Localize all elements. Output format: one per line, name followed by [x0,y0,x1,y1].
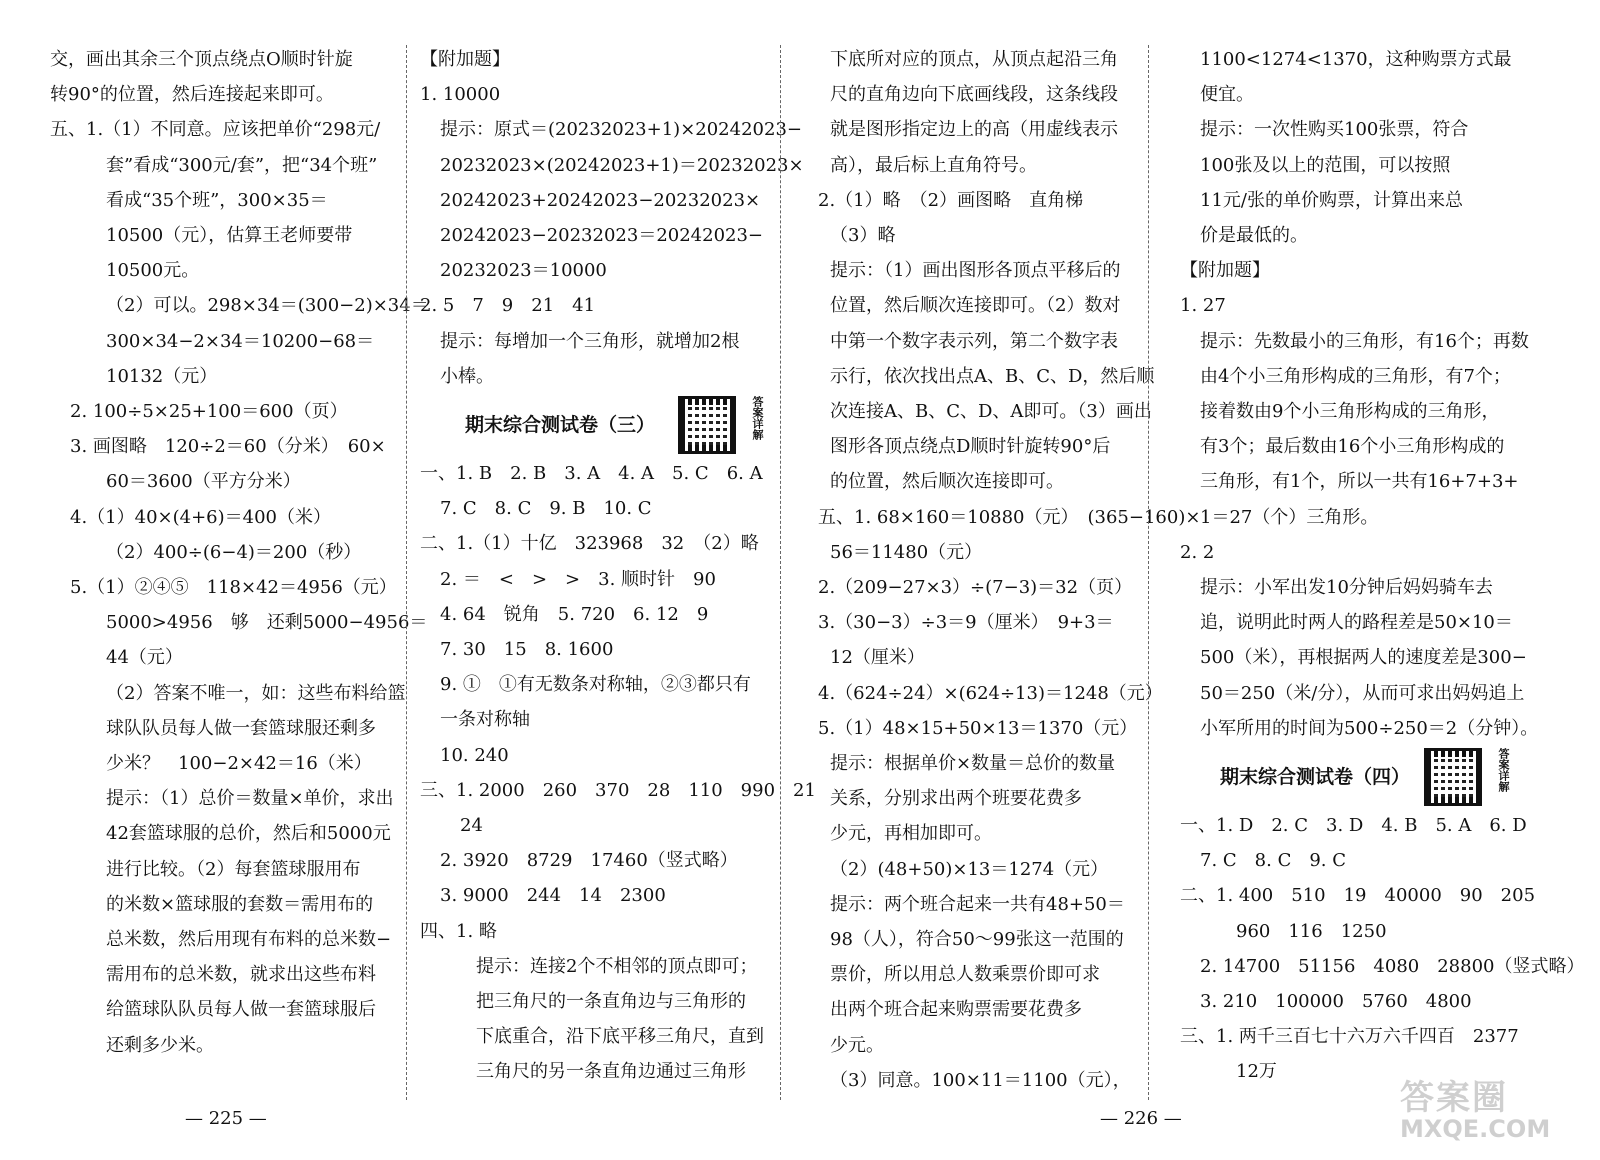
text-line: 提示：（1）画出图形各顶点平移后的 [830,260,1121,282]
text-line: 一、1. D 2. C 3. D 4. B 5. A 6. D [1180,815,1527,837]
text-line: 一、1. B 2. B 3. A 4. A 5. C 6. A [420,463,763,485]
text-line: 出两个班合起来购票需要花费多 [830,999,1082,1021]
text-line: 次连接A、B、C、D、A即可。（3）画出 [830,401,1152,423]
text-line: 960 116 1250 [1236,920,1387,942]
text-line: （2）答案不唯一，如：这些布料给篮 [106,682,406,704]
text-line: 60＝3600（平方分米） [106,471,301,493]
text-line: 便宜。 [1200,84,1254,106]
text-line: 价是最低的。 [1200,225,1308,247]
text-line: 3.（30−3）÷3＝9（厘米） 9+3＝ [818,612,1114,634]
text-line: 20242023+20242023−20232023× [440,189,761,211]
text-line: 给篮球队队员每人做一套篮球服后 [106,999,376,1021]
text-line: 24 [460,815,483,837]
text-line: 三角尺的另一条直角边通过三角形 [476,1061,746,1083]
text-line: 由4个小三角形构成的三角形，有7个； [1200,365,1511,387]
text-line: 小棒。 [440,365,494,387]
text-line: 追，说明此时两人的路程差是50×10＝ [1200,612,1513,634]
text-line: 进行比较。（2）每套篮球服用布 [106,858,361,880]
text-line: 三、1. 2000 260 370 28 110 990 21 [420,779,816,801]
column-4 [1180,42,1585,1090]
qr-caption: 答案详解 [1497,748,1510,793]
text-line: 5.（1）②④⑤ 118×42＝4956（元） [70,577,397,599]
text-line: 示行，依次找出点A、B、C、D，然后顺 [830,365,1155,387]
text-line: 10500（元），估算王老师要带 [106,225,353,247]
text-line: 提示：一次性购买100张票，符合 [1200,119,1469,141]
text-line: 球队队员每人做一套篮球服还剩多 [106,717,376,739]
text-line: 12（厘米） [830,647,925,669]
qr-code-icon [1424,748,1482,806]
text-line: 套”看成“300元/套”，把“34个班” [106,154,378,176]
text-line: 有3个；最后数由16个小三角形构成的 [1200,436,1505,458]
text-line: 三角形，有1个，所以一共有16+7+3+ [1200,471,1519,493]
text-line: 9. ① ①有无数条对称轴，②③都只有 [440,674,751,696]
text-line: 2. 5 7 9 21 41 [420,295,596,317]
text-line: 10500元。 [106,260,200,282]
text-line: 2.（209−27×3）÷(7−3)＝32（页） [818,577,1133,599]
text-line: 提示：先数最小的三角形，有16个；再数 [1200,330,1529,352]
text-line: 提示：小军出发10分钟后妈妈骑车去 [1200,577,1493,599]
text-line: 高），最后标上直角符号。 [830,154,1037,176]
text-line: 300×34−2×34＝10200−68＝ [106,330,375,352]
watermark-logo: 答案圈 MXQE.COM [1400,1078,1551,1143]
text-line: 1. 10000 [420,84,501,106]
text-line: 还剩多少米。 [106,1034,214,1056]
text-line: 二、1. 400 510 19 40000 90 205 [1180,885,1536,907]
text-line: 7. 30 15 8. 1600 [440,639,614,661]
qr-caption: 答案详解 [751,396,764,441]
text-line: 关系，分别求出两个班要花费多 [830,788,1082,810]
text-line: （2）400÷(6−4)＝200（秒） [106,541,362,563]
text-line: 提示：每增加一个三角形，就增加2根 [440,330,740,352]
text-line: 提示：两个班合起来一共有48+50＝ [830,893,1125,915]
text-line: 提示：（1）总价＝数量×单价，求出 [106,788,394,810]
text-line: 1. 27 [1180,295,1226,317]
text-line: 4. 64 锐角 5. 720 6. 12 9 [440,603,709,625]
text-line: 少米？ 100−2×42＝16（米） [106,753,372,775]
divider [1148,45,1149,1100]
text-line: 1100<1274<1370，这种购票方式最 [1200,49,1512,70]
text-line: 50＝250（米/分），从而可求出妈妈追上 [1200,682,1525,704]
text-line: 5000>4956 够 还剩5000−4956＝ [106,612,428,634]
divider [406,45,407,1100]
text-line: 4.（624÷24）×(624÷13)＝1248（元） [818,682,1163,704]
text-line: 五、1. 68×160＝10880（元） (365−160)× [818,506,1201,528]
text-line: 五、1.（1）不同意。应该把单价“298元/ [50,119,381,141]
text-line: 11元/张的单价购票，计算出来总 [1200,189,1463,211]
text-line: 票价，所以用总人数乘票价即可求 [830,964,1100,986]
text-line: 2. ＝ < > > 3. 顺时针 90 [440,568,716,590]
text-line: 提示：原式＝(20232023+1)×20242023− [440,119,802,141]
section-title-4: 期末综合测试卷（四） 答案详解 [1180,746,1540,808]
text-line: 2.（1）略 （2）画图略 直角梯 [818,189,1084,211]
text-line: 5.（1）48×15+50×13＝1370（元） [818,717,1138,739]
text-line: 四、1. 略 [420,920,497,942]
text-line: 一条对称轴 [440,709,530,731]
text-line: 7. C 8. C 9. C [1200,850,1347,872]
text-line: 少元。 [830,1034,884,1056]
text-line: 下底所对应的顶点，从顶点起沿三角 [830,49,1118,70]
text-line: 小军所用的时间为500÷250＝2（分钟）。 [1200,717,1539,739]
text-line: 2. 3920 8729 17460（竖式略） [440,850,738,872]
text-line: 接着数由9个小三角形构成的三角形， [1200,401,1500,423]
text-line: 10132（元） [106,365,218,387]
text-line: 3. 9000 244 14 2300 [440,885,666,907]
text-line: 100张及以上的范围，可以按照 [1200,154,1451,176]
text-line: 看成“35个班”，300×35＝ [106,189,328,211]
text-line: 【附加题】 [1180,260,1270,282]
text-line: 20232023＝10000 [440,260,607,282]
text-line: 二、1.（1）十亿 323968 32 （2）略 [420,533,759,555]
page-gutter [780,45,781,1100]
text-line: 中第一个数字表示列，第二个数字表 [830,330,1118,352]
text-line: 提示：根据单价×数量＝总价的数量 [830,753,1116,775]
text-line: 2. 2 [1180,541,1215,563]
text-line: 的米数×篮球服的套数＝需用布的 [106,893,374,915]
text-line: （2）(48+50)×13＝1274（元） [830,858,1109,880]
column-1 [50,42,429,1063]
text-line: 42套篮球服的总价，然后和5000元 [106,823,391,845]
qr-code-icon [678,396,736,454]
text-line: 少元，再相加即可。 [830,823,992,845]
text-line: 【附加题】 [420,49,510,70]
text-line: 2. 14700 51156 4080 28800（竖式略） [1200,955,1585,977]
text-line: 2. 100÷5×25+100＝600（页） [70,401,348,423]
text-line: 尺的直角边向下底画线段，这条线段 [830,84,1118,106]
text-line: 7. C 8. C 9. B 10. C [440,498,652,520]
text-line: 交，画出其余三个顶点绕点O顺时针旋 [50,49,353,70]
text-line: 提示：连接2个不相邻的顶点即可； [476,955,758,977]
text-line: 44（元） [106,647,183,669]
text-line: 4.（1）40×(4+6)＝400（米） [70,506,331,528]
text-line: 3. 210 100000 5760 4800 [1200,991,1472,1013]
text-line: 1＝27（个）三角形。 [1200,506,1379,528]
text-line: 图形各顶点绕点D顺时针旋转90°后 [830,436,1111,458]
text-line: （3）略 [830,225,896,247]
page-number-left: — 225 — [185,1108,267,1129]
text-line: 98（人），符合50～99张这一范围的 [830,929,1124,951]
text-line: 12万 [1236,1061,1277,1083]
column-2 [420,42,816,1090]
text-line: 三、1. 两千三百七十六万六千四百 2377 [1180,1026,1519,1048]
text-line: 转90°的位置，然后连接起来即可。 [50,84,334,106]
text-line: 需用布的总米数，就求出这些布料 [106,964,376,986]
section-title-3: 期末综合测试卷（三） 答案详解 [420,394,790,456]
text-line: 20242023−20232023＝20242023− [440,225,764,247]
text-line: 下底重合，沿下底平移三角尺，直到 [476,1026,764,1048]
text-line: 的位置，然后顺次连接即可。 [830,471,1064,493]
text-line: 500（米），再根据两人的速度差是300− [1200,647,1527,669]
text-line: 总米数，然后用现有布料的总米数− [106,929,392,951]
text-line: 20232023×(20242023+1)＝20232023× [440,154,804,176]
text-line: 10. 240 [440,744,509,766]
text-line: 位置，然后顺次连接即可。（2）数对 [830,295,1121,317]
text-line: 3. 画图略 120÷2＝60（分米） 60× [70,436,386,458]
text-line: 把三角尺的一条直角边与三角形的 [476,991,746,1013]
text-line: （3）同意。100×11＝1100（元）， [830,1069,1131,1091]
text-line: 就是图形指定边上的高（用虚线表示 [830,119,1118,141]
page-number-right: — 226 — [1100,1108,1182,1129]
column-3 [818,42,1201,1098]
text-line: 56＝11480（元） [830,541,983,563]
text-line: （2）可以。298×34＝(300−2)×34＝ [106,295,429,317]
